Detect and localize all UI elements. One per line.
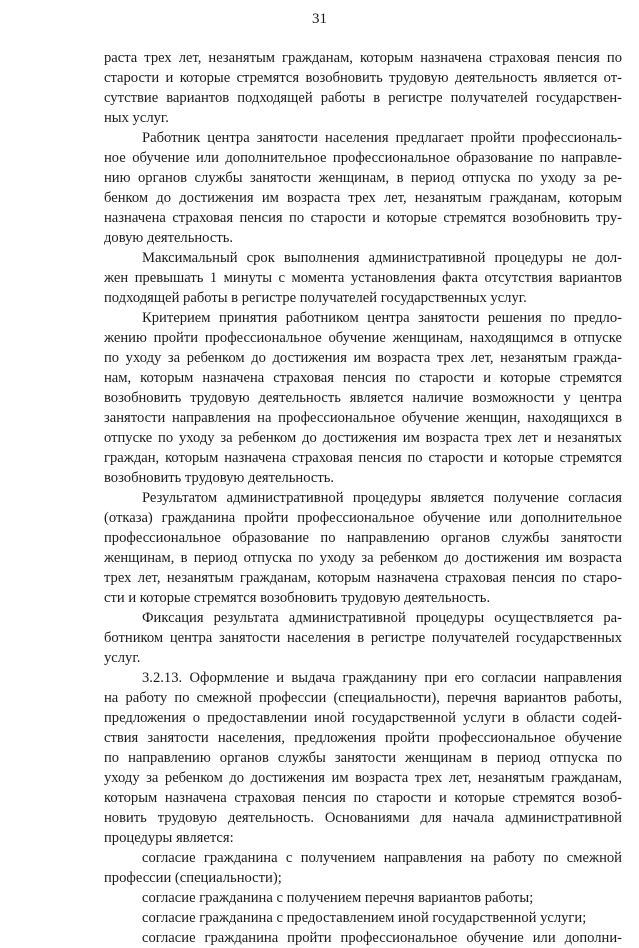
text-line: нию органов службы занятости женщинам, в период отпуска по уходу за ре- bbox=[104, 170, 622, 186]
text-line: женщинам, в период отпуска по уходу за ребенком до достижения им возраста bbox=[104, 550, 622, 566]
text-line: бенком до достижения им возраста трех лет, незанятым гражданам, которым bbox=[104, 190, 622, 206]
text-line: жен превышать 1 минуты с момента установления факта отсутствия вариантов bbox=[104, 270, 622, 286]
text-line: ствия занятости населения, предложения пройти профессиональное обучение bbox=[104, 730, 622, 746]
text-line: профессии (специальности); bbox=[104, 870, 282, 886]
text-line: профессиональное образование по направлению органов службы занятости bbox=[104, 530, 622, 546]
text-line: 3.2.13. Оформление и выдача гражданину при его согласии направления bbox=[142, 670, 622, 686]
text-line: отпуске по уходу за ребенком до достижения им возраста трех лет и незанятых bbox=[104, 430, 622, 446]
paragraph bbox=[104, 128, 622, 248]
text-line: ное обучение или дополнительное профессиональное образование по направле- bbox=[104, 150, 622, 166]
text-line: сти и которые стремятся возобновить трудовую деятельность. bbox=[104, 590, 491, 606]
text-line: услуг. bbox=[104, 650, 141, 666]
text-line: раста трех лет, незанятым гражданам, которым назначена страховая пенсия по bbox=[104, 50, 622, 66]
text-line: граждан, которым назначена страховая пенсия по старости и которые стремятся bbox=[104, 450, 622, 466]
text-line: Максимальный срок выполнения административной процедуры не дол- bbox=[142, 250, 622, 266]
paragraph bbox=[104, 888, 622, 908]
text-line: согласие гражданина пройти профессиональное обучение или дополни- bbox=[142, 930, 622, 946]
text-line: предложения о предоставлении иной государственной услуги в области содей- bbox=[104, 710, 622, 726]
paragraph bbox=[104, 488, 622, 608]
text-line: трех лет, незанятым гражданам, которым назначена страховая пенсия по старо- bbox=[104, 570, 622, 586]
paragraph bbox=[104, 848, 622, 888]
text-line: по направлению органов службы занятости женщинам в период отпуска по bbox=[104, 750, 622, 766]
text-line: согласие гражданина с получением перечня вариантов работы; bbox=[142, 890, 534, 906]
text-line: на работу по смежной профессии (специальности), перечня вариантов работы, bbox=[104, 690, 622, 706]
paragraph bbox=[104, 608, 622, 668]
text-line: нам, которым назначена страховая пенсия по старости и которые стремятся bbox=[104, 370, 622, 386]
paragraph bbox=[104, 928, 622, 948]
paragraph bbox=[104, 248, 622, 308]
text-line: назначена страховая пенсия по старости и которые стремятся возобновить тру- bbox=[104, 210, 622, 226]
text-line: старости и которые стремятся возобновить трудовую деятельность является от- bbox=[104, 70, 622, 86]
text-line: по уходу за ребенком до достижения им возраста трех лет, незанятым гражда- bbox=[104, 350, 622, 366]
text-line: Фиксация результата административной процедуры осуществляется ра- bbox=[142, 610, 622, 626]
text-line: подходящей работы в регистре получателей государственных услуг. bbox=[104, 290, 527, 306]
paragraph bbox=[104, 908, 622, 928]
text-line: которым назначена страховая пенсия по старости и которые стремятся возоб- bbox=[104, 790, 622, 806]
text-line: процедуры является: bbox=[104, 830, 234, 846]
text-line: новить трудовую деятельность. Основаниями для начала административной bbox=[104, 810, 622, 826]
text-line: ных услуг. bbox=[104, 110, 169, 126]
text-line: возобновить трудовую деятельность. bbox=[104, 470, 335, 486]
text-line: Результатом административной процедуры является получение согласия bbox=[142, 490, 622, 506]
text-line: ботником центра занятости населения в регистре получателей государственных bbox=[104, 630, 622, 646]
paragraph bbox=[104, 48, 622, 128]
text-line: согласие гражданина с предоставлением иной государственной услуги; bbox=[142, 910, 587, 926]
text-line: (отказа) гражданина пройти профессиональное обучение или дополнительное bbox=[104, 510, 622, 526]
text-line: занятости направления на профессиональное обучение женщин, находящихся в bbox=[104, 410, 622, 426]
text-line: уходу за ребенком до достижения им возраста трех лет, незанятым гражданам, bbox=[104, 770, 622, 786]
text-line: согласие гражданина с получением направления на работу по смежной bbox=[142, 850, 622, 866]
paragraph bbox=[104, 308, 622, 488]
text-line: возобновить трудовую деятельность является наличие возможности у центра bbox=[104, 390, 622, 406]
page-number: 31 bbox=[312, 11, 327, 27]
text-line: Работник центра занятости населения предлагает пройти профессиональ- bbox=[142, 130, 622, 146]
text-line: довую деятельность. bbox=[104, 230, 233, 246]
text-line: сутствие вариантов подходящей работы в регистре получателей государствен- bbox=[104, 90, 622, 106]
document-body bbox=[104, 48, 622, 948]
text-line: Критерием принятия работником центра занятости решения по предло- bbox=[142, 310, 622, 326]
text-line: жению пройти профессиональное обучение женщинам, находящимся в отпуске bbox=[104, 330, 622, 346]
paragraph bbox=[104, 668, 622, 848]
